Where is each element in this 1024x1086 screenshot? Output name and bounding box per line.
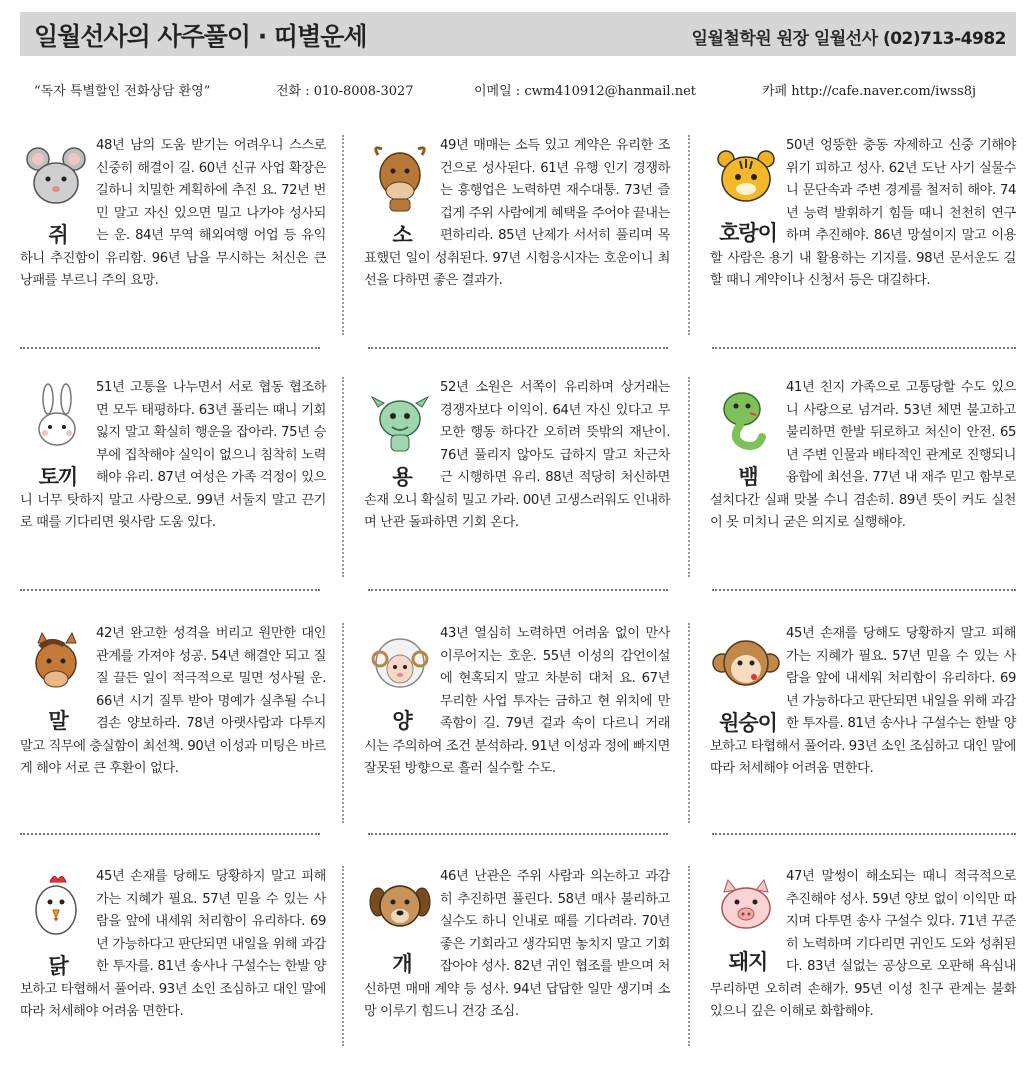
fortune-text: 48년 남의 도움 받기는 어려우니 스스로 신중히 해결이 길. 60년 신규 사업 확장은 길하니 치밀한 계획하에 추진 요. 72년 번민 말고 자신 있으면 밀고 나가야 성사되는 운. 84년 무역 해외여행 어업 등 유익하니 추진함이 유리함. 96년 남을 무시하는 처신은 큰 낭패를 부르니 주의 요망.: [20, 138, 326, 288]
zodiac-name: 양: [392, 709, 412, 733]
zodiac-name: 말: [48, 709, 68, 733]
dog-icon: [364, 872, 436, 944]
zodiac-name: 뱀: [738, 465, 758, 489]
zodiac-cell-rat: [20, 135, 326, 355]
column-divider: [688, 135, 690, 335]
dragon-icon: [364, 383, 436, 455]
rabbit-icon: [20, 383, 92, 455]
column-divider: [688, 866, 690, 1046]
snake-icon: [710, 383, 782, 455]
zodiac-name: 소: [392, 223, 412, 247]
divider: [20, 833, 320, 835]
ox-icon: [364, 141, 436, 213]
zodiac-cell-dog: [364, 866, 670, 1086]
zodiac-cell-monkey: [710, 623, 1016, 843]
fortune-text: 41년 친지 가족으로 고통당할 수도 있으니 사랑으로 넘겨라. 53년 체면 불고하고 불리하면 한발 뒤로하고 처신이 안전. 65년 주변 인물과 배타적인 관계로 진행되니 융합에 최선을. 77년 내 재주 믿고 함부로 설치다간 실패 맞볼 수니 겸손히. 89년 뜻이 커도 실천이 못 미치니 굳은 의지로 실행해야.: [710, 380, 1016, 530]
zodiac-name: 돼지: [728, 950, 768, 974]
zodiac-cell-dragon: [364, 377, 670, 597]
monkey-icon: [710, 629, 782, 701]
zodiac-cell-rooster: [20, 866, 326, 1086]
header-banner: [20, 12, 1016, 56]
fortune-text: 51년 고통을 나누면서 서로 협동 협조하면 모두 태평하다. 63년 풀리는 때니 기회 잃지 말고 확실히 행운을 잡아라. 75년 승부에 집착해야 실익이 없으니 침착히 노력해야 유리. 87년 여성은 가족 걱정이 있으니 너무 탓하지 말고 사랑으로. 99년 서둘지 말고 끈기로 때를 기다리면 윗사람 도움 있다.: [20, 380, 326, 530]
phone-number: 전화 : 010-8008-3027: [276, 84, 414, 99]
rooster-icon: [20, 872, 92, 944]
divider: [368, 347, 668, 349]
column-divider: [342, 866, 344, 1046]
column-divider: [688, 377, 690, 577]
zodiac-cell-rabbit: [20, 377, 326, 597]
column-divider: [342, 377, 344, 577]
fortune-text: 42년 완고한 성격을 버리고 원만한 대인관계를 가져야 성공. 54년 해결안 되고 질질 끌든 일이 적극적으로 밀면 성사될 운. 66년 시기 질투 받아 명예가 실추될 수니 겸손 양보하라. 78년 아랫사람과 다투지 말고 직무에 충실함이 최선책. 90년 이성과 미팅은 바르게 해야 서로 큰 후환이 없다.: [20, 626, 326, 776]
fortune-text: 45년 손재를 당해도 당황하지 말고 피해 가는 지혜가 필요. 57년 믿을 수 있는 사람을 앞에 내세워 처리함이 유리하다. 69년 가능하다고 판단되면 내일을 위해 과감한 투자를. 81년 송사나 구설수는 한발 양보하고 타협해서 풀어라. 93년 소인 조심하고 대인 말에 따라 처세해야 어려움 면한다.: [710, 626, 1016, 776]
zodiac-name: 토끼: [38, 465, 78, 489]
fortune-text: 45년 손재를 당해도 당황하지 말고 피해 가는 지혜가 필요. 57년 믿을 수 있는 사람을 앞에 내세워 처리함이 유리하다. 69년 가능하다고 판단되면 내일을 위해 과감한 투자를. 81년 송사나 구설수는 한발 양보하고 타협해서 풀어라. 93년 소인 조심하고 대인 말에 따라 처세해야 어려움 면한다.: [20, 869, 326, 1019]
fortune-text: 50년 엉뚱한 충동 자제하고 신중 기해야 위기 피하고 성사. 62년 도난 사기 실물수니 문단속과 주변 경계를 철저히 해야. 74년 능력 발휘하기 힘들 때니 천천히 연구하며 추진해야. 86년 망설이지 말고 이용할 사람은 용기 내 활용하는 기지를. 98년 문서운도 길할 때니 계약이나 신청서 등은 대길하다.: [710, 138, 1016, 288]
zodiac-name: 호랑이: [719, 221, 777, 245]
divider: [368, 589, 668, 591]
zodiac-cell-sheep: [364, 623, 670, 843]
email-address: 이메일 : cwm410912@hanmail.net: [474, 84, 696, 99]
zodiac-cell-pig: [710, 866, 1016, 1086]
sheep-icon: [364, 629, 436, 701]
rat-icon: [20, 141, 92, 213]
cafe-url: 카페 http://cafe.naver.com/iwss8j: [762, 84, 977, 99]
fortune-text: 46년 난관은 주위 사람과 의논하고 과감히 추진하면 풀린다. 58년 매사 불리하고 실수도 하니 인내로 때를 기다려라. 70년 좋은 기회라고 생각되면 놓치지 말고 기회 잡아야 성사. 82년 귀인 협조를 받으며 처신하면 매매 계약 등 성사. 94년 답답한 일만 생기며 소망 이루기 힘드니 건강 조심.: [364, 869, 670, 1019]
page-title: 일월선사의 사주풀이 · 띠별운세: [34, 22, 367, 51]
zodiac-cell-ox: [364, 135, 670, 355]
horse-icon: [20, 629, 92, 701]
divider: [20, 347, 320, 349]
zodiac-cell-horse: [20, 623, 326, 843]
column-divider: [688, 623, 690, 823]
promo-text: “독자 특별할인 전화상담 환영”: [34, 84, 211, 99]
divider: [368, 833, 668, 835]
zodiac-name: 쥐: [48, 223, 68, 247]
zodiac-cell-tiger: [710, 135, 1016, 355]
fortune-text: 43년 열심히 노력하면 어려움 없이 만사 이루어지는 호운. 55년 이성의 감언이설에 현혹되지 말고 차분히 대처 요. 67년 무리한 사업 투자는 금하고 현 위치에 만족함이 길. 79년 겉과 속이 다르니 거래 시는 주의하여 조건 분석하라. 91년 이성과 정에 빠지면 잘못된 방향으로 흘러 실수할 수도.: [364, 626, 670, 776]
zodiac-name: 닭: [48, 954, 68, 978]
divider: [712, 347, 1016, 349]
column-divider: [342, 623, 344, 823]
zodiac-name: 개: [392, 952, 412, 976]
divider: [20, 589, 320, 591]
author-info: 일월철학원 원장 일월선사 (02)713-4982: [691, 29, 1006, 49]
zodiac-name: 용: [392, 465, 412, 489]
zodiac-cell-snake: [710, 377, 1016, 597]
fortune-text: 52년 소원은 서쪽이 유리하며 상거래는 경쟁자보다 이익이. 64년 자신 있다고 무모한 행동 하다간 오히려 뜻밖의 재난이. 76년 풀리지 않아도 급하지 말고 차근차근 시행하면 유리. 88년 적당히 처신하면 손재 오니 확실히 밀고 가라. 00년 고생스러워도 인내하며 난관 돌파하면 기회 온다.: [364, 380, 670, 530]
fortune-text: 49년 매매는 소득 있고 계약은 유리한 조건으로 성사된다. 61년 유행 인기 경쟁하는 흥행업은 노력하면 재수대통. 73년 즐겁게 주위 사람에게 혜택을 주어야 끝내는 편하리라. 85년 난제가 서서히 풀리며 목표했던 일이 성취된다. 97년 시험응시자는 호운이니 최선을 다하면 좋은 결과가.: [364, 138, 670, 288]
pig-icon: [710, 872, 782, 944]
fortune-text: 47년 말썽이 해소되는 때니 적극적으로 추진해야 성사. 59년 양보 없이 이익만 따지며 다투면 송사 구설수 있다. 71년 꾸준히 노력하며 기다리면 귀인도 도와 성취된다. 83년 실없는 공상으로 오판해 욕심내 무리하면 오히려 손해가. 95년 이성 친구 관계는 불화 있으니 깊은 이해로 화합해야.: [710, 869, 1016, 1019]
tiger-icon: [710, 141, 782, 213]
zodiac-name: 원숭이: [719, 711, 777, 735]
divider: [712, 833, 1016, 835]
divider: [712, 589, 1016, 591]
column-divider: [342, 135, 344, 335]
